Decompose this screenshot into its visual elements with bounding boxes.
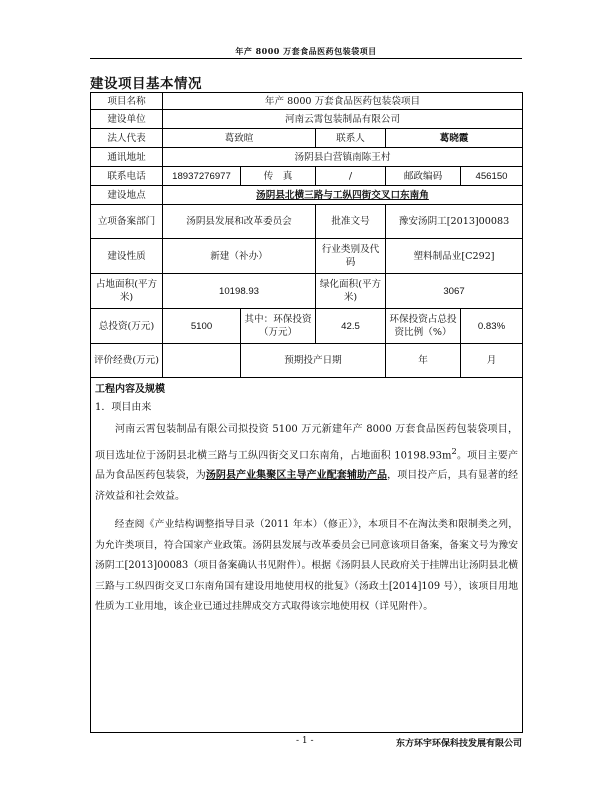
row-phone [91, 167, 523, 186]
contact-label: 联系人 [316, 129, 386, 148]
start-month-label: 月 [461, 344, 523, 378]
p1-text-d: ，项目投产后，具有显著的经济效益和社会效益。 [95, 470, 519, 502]
start-date-label: 预期投产日期 [241, 344, 386, 378]
p1-superscript: 2 [451, 445, 457, 456]
industry-value: 塑料制品业[C292] [386, 239, 523, 274]
rep-label: 法人代表 [91, 129, 163, 148]
total-invest-label: 总投资(万元) [91, 309, 163, 344]
site-label: 建设地点 [91, 186, 163, 205]
approval-no-label: 批准文号 [316, 205, 386, 239]
section-title: 建设项目基本情况 [90, 76, 202, 92]
start-year-label: 年 [386, 344, 461, 378]
project-name-label: 项目名称 [91, 93, 163, 110]
address-label: 通讯地址 [91, 148, 163, 167]
approval-no-value: 豫安汤阴工[2013]00083 [386, 205, 523, 239]
project-info-table [90, 92, 523, 733]
nature-value: 新建（补办） [163, 239, 316, 274]
land-area-value: 10198.93 [163, 274, 316, 309]
site-value: 汤阴县北横三路与工纵四街交叉口东南角 [163, 186, 523, 205]
row-address [91, 148, 523, 167]
unit-label: 建设单位 [91, 110, 163, 129]
running-header: 年产 8000 万套食品医药包装袋项目 [235, 46, 377, 56]
header-rule [90, 58, 522, 59]
row-representative [91, 129, 523, 148]
green-area-label: 绿化面积(平方米) [316, 274, 386, 309]
approval-dept-value: 汤阴县发展和改革委员会 [163, 205, 316, 239]
review-fee-label: 评价经费(万元) [91, 344, 163, 378]
nature-label: 建设性质 [91, 239, 163, 274]
green-area-value: 3067 [386, 274, 523, 309]
postcode-label: 邮政编码 [386, 167, 461, 186]
env-invest-label: 其中：环保投资（万元） [241, 309, 316, 344]
review-fee-value [163, 344, 241, 378]
land-area-label: 占地面积(平方米) [91, 274, 163, 309]
p1-text-a: 河南云霄包装制品有限公司拟投资 5100 万元新建年产 8000 万套食品医药包装袋项目，项目选址位于汤阴县北横三路与工纵四街交叉口东南角，占地面积 10198.93m [95, 424, 518, 461]
env-invest-value: 42.5 [316, 309, 386, 344]
phone-value: 18937276977 [163, 167, 241, 186]
env-ratio-value: 0.83% [461, 309, 523, 344]
project-content-cell [91, 378, 523, 733]
paragraph-policy: 经查阅《产业结构调整指导目录（2011 年本）（修正）》，本项目不在淘汰类和限制类之列，为允许类项目，符合国家产业政策。汤阴县发展与改革委员会已同意该项目备案，备案文号为豫安汤阴工[2013]00083（项目备案确认书见附件）。根据《汤阴县人民政府关于挂牌出让汤阴县北横三路与工纵四街交叉口东南角国有建设用地使用权的批复》（汤政土[2014]109 号），该项目用地性质为工业用地，该企业已通过挂牌成交方式取得该宗地使用权（详见附件）。 [95, 519, 518, 613]
industry-label: 行业类别及代码 [316, 239, 386, 274]
total-invest-value: 5100 [163, 309, 241, 344]
row-content [91, 378, 523, 733]
fax-label: 传 真 [241, 167, 316, 186]
approval-dept-label: 立项备案部门 [91, 205, 163, 239]
fax-value: / [316, 167, 386, 186]
row-site [91, 186, 523, 205]
footer-company: 东方环宇环保科技发展有限公司 [395, 739, 522, 749]
unit-value: 河南云霄包装制品有限公司 [163, 110, 523, 129]
postcode-value: 456150 [461, 167, 523, 186]
contact-value: 葛晓霞 [386, 129, 523, 148]
row-nature [91, 239, 523, 274]
content-heading: 工程内容及规模 [95, 384, 165, 395]
page-number: - 1 - [296, 736, 314, 746]
address-value: 汤阴县白营镇南陈王村 [163, 148, 523, 167]
p1-highlight: 汤阴县产业集聚区主导产业配套辅助产品 [205, 470, 388, 482]
paragraph-origin [95, 420, 518, 507]
env-ratio-label: 环保投资占总投资比例（%） [386, 309, 461, 344]
row-approval [91, 205, 523, 239]
row-area [91, 274, 523, 309]
rep-value: 葛致暄 [163, 129, 316, 148]
p1-text-b: 。项目主要产品为食品医药包装袋，为 [95, 449, 518, 482]
row-investment [91, 309, 523, 344]
row-review-fee [91, 344, 523, 378]
content-subheading: 1．项目由来 [95, 402, 152, 413]
project-name-value: 年产 8000 万套食品医药包装袋项目 [163, 93, 523, 110]
row-unit [91, 110, 523, 129]
phone-label: 联系电话 [91, 167, 163, 186]
row-project-name [91, 93, 523, 110]
